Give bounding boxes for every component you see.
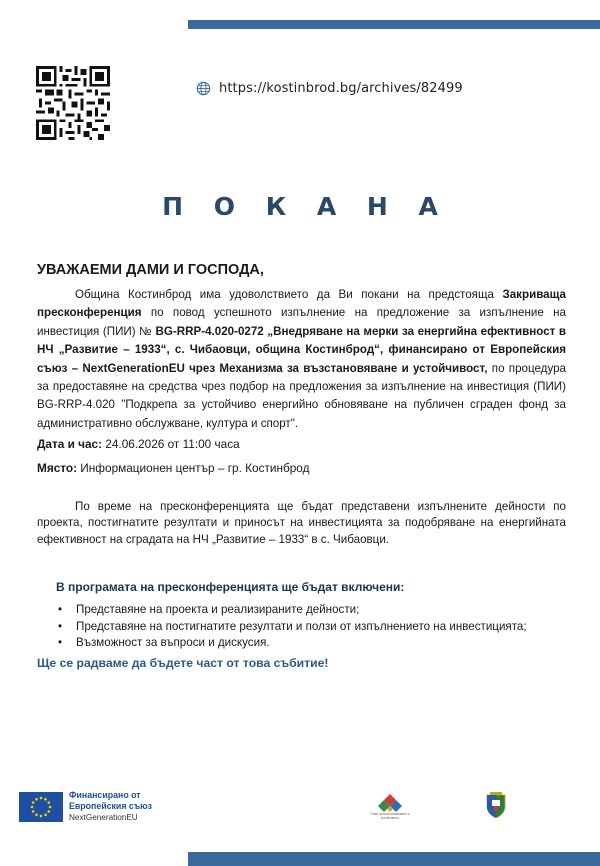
salutation: УВАЖАЕМИ ДАМИ И ГОСПОДА,	[37, 262, 264, 278]
program-list	[56, 602, 527, 652]
invitation-paragraph	[37, 286, 566, 433]
source-url-link[interactable]: https://kostinbrod.bg/archives/82499	[219, 81, 463, 96]
eu-funding-text	[69, 790, 152, 823]
p1-bold-1: Закриваща пресконференция	[37, 288, 566, 320]
event-date-line	[37, 437, 240, 451]
p1-text-3: по процедура за предоставяне на средства чрез подбор на предложения за изпълнение на инвестиция (ПИИ) BG-RRP-4.020 "Подкрепа за устойчиво енергийно обновяване на публичен сграден фонд за административно обслужване, култура и спорт".	[37, 361, 567, 430]
closing-line: Ще се радваме да бъдете част от това събитие!	[37, 656, 329, 670]
list-item: • Възможност за въпроси и дискусия.	[56, 635, 527, 652]
globe-icon	[196, 81, 211, 96]
date-value: 24.06.2026 от 11:00 часа	[102, 437, 240, 451]
p1-text-1: Община Костинброд има удоволствието да Ви покани на предстояща	[75, 288, 503, 301]
page-title: П О К А Н А	[162, 192, 449, 221]
list-item: • Представяне на проекта и реализираните дейности;	[56, 602, 527, 619]
eu-line-2: Европейския съюз	[69, 801, 152, 811]
event-place-line	[37, 461, 310, 475]
eu-line-3: NextGenerationEU	[69, 813, 138, 822]
kostinbrod-coat-of-arms-icon	[486, 792, 506, 818]
p1-text-2: по повод успешното изпълнение на предложение за изпълнение на инвестиция (ПИИ) №	[37, 306, 566, 338]
top-accent-bar	[188, 20, 600, 29]
eu-funding-logo	[19, 790, 152, 823]
eu-flag-icon	[19, 792, 63, 822]
bottom-accent-bar	[188, 852, 600, 866]
program-title: В програмата на пресконференцията ще бъдат включени:	[56, 580, 405, 594]
place-label: Място:	[37, 461, 78, 475]
press-conference-paragraph: По време на пресконференцията ще бъдат представени изпълнените дейности по проекта, постигнатите резултати и приносът на инвестицията за подобряване на енергийната ефективност на сградата на НЧ „Развитие – 1933“ в с. Чибаовци.	[37, 500, 566, 546]
place-value: Информационен център – гр. Костинброд	[77, 461, 310, 475]
recovery-plan-caption: План за възстановяване и устойчивост	[370, 812, 410, 820]
date-label: Дата и час:	[37, 437, 103, 451]
list-item: • Представяне на постигнатите резултати и ползи от изпълнението на инвестицията;	[56, 619, 527, 636]
eu-line-1: Финансирано от	[69, 790, 141, 800]
qr-code-icon[interactable]	[36, 66, 110, 140]
source-url-row[interactable]	[196, 81, 463, 96]
p1-bold-2: BG-RRP-4.020-0272 „Внедряване на мерки за енергийна ефективност в НЧ „Развитие – 1933“, с. Чибаовци, община Костинброд“, финансирано от Европейския съюз – NextGenerationEU чрез Механизма за възстановяване и устойчивост,	[37, 324, 567, 375]
